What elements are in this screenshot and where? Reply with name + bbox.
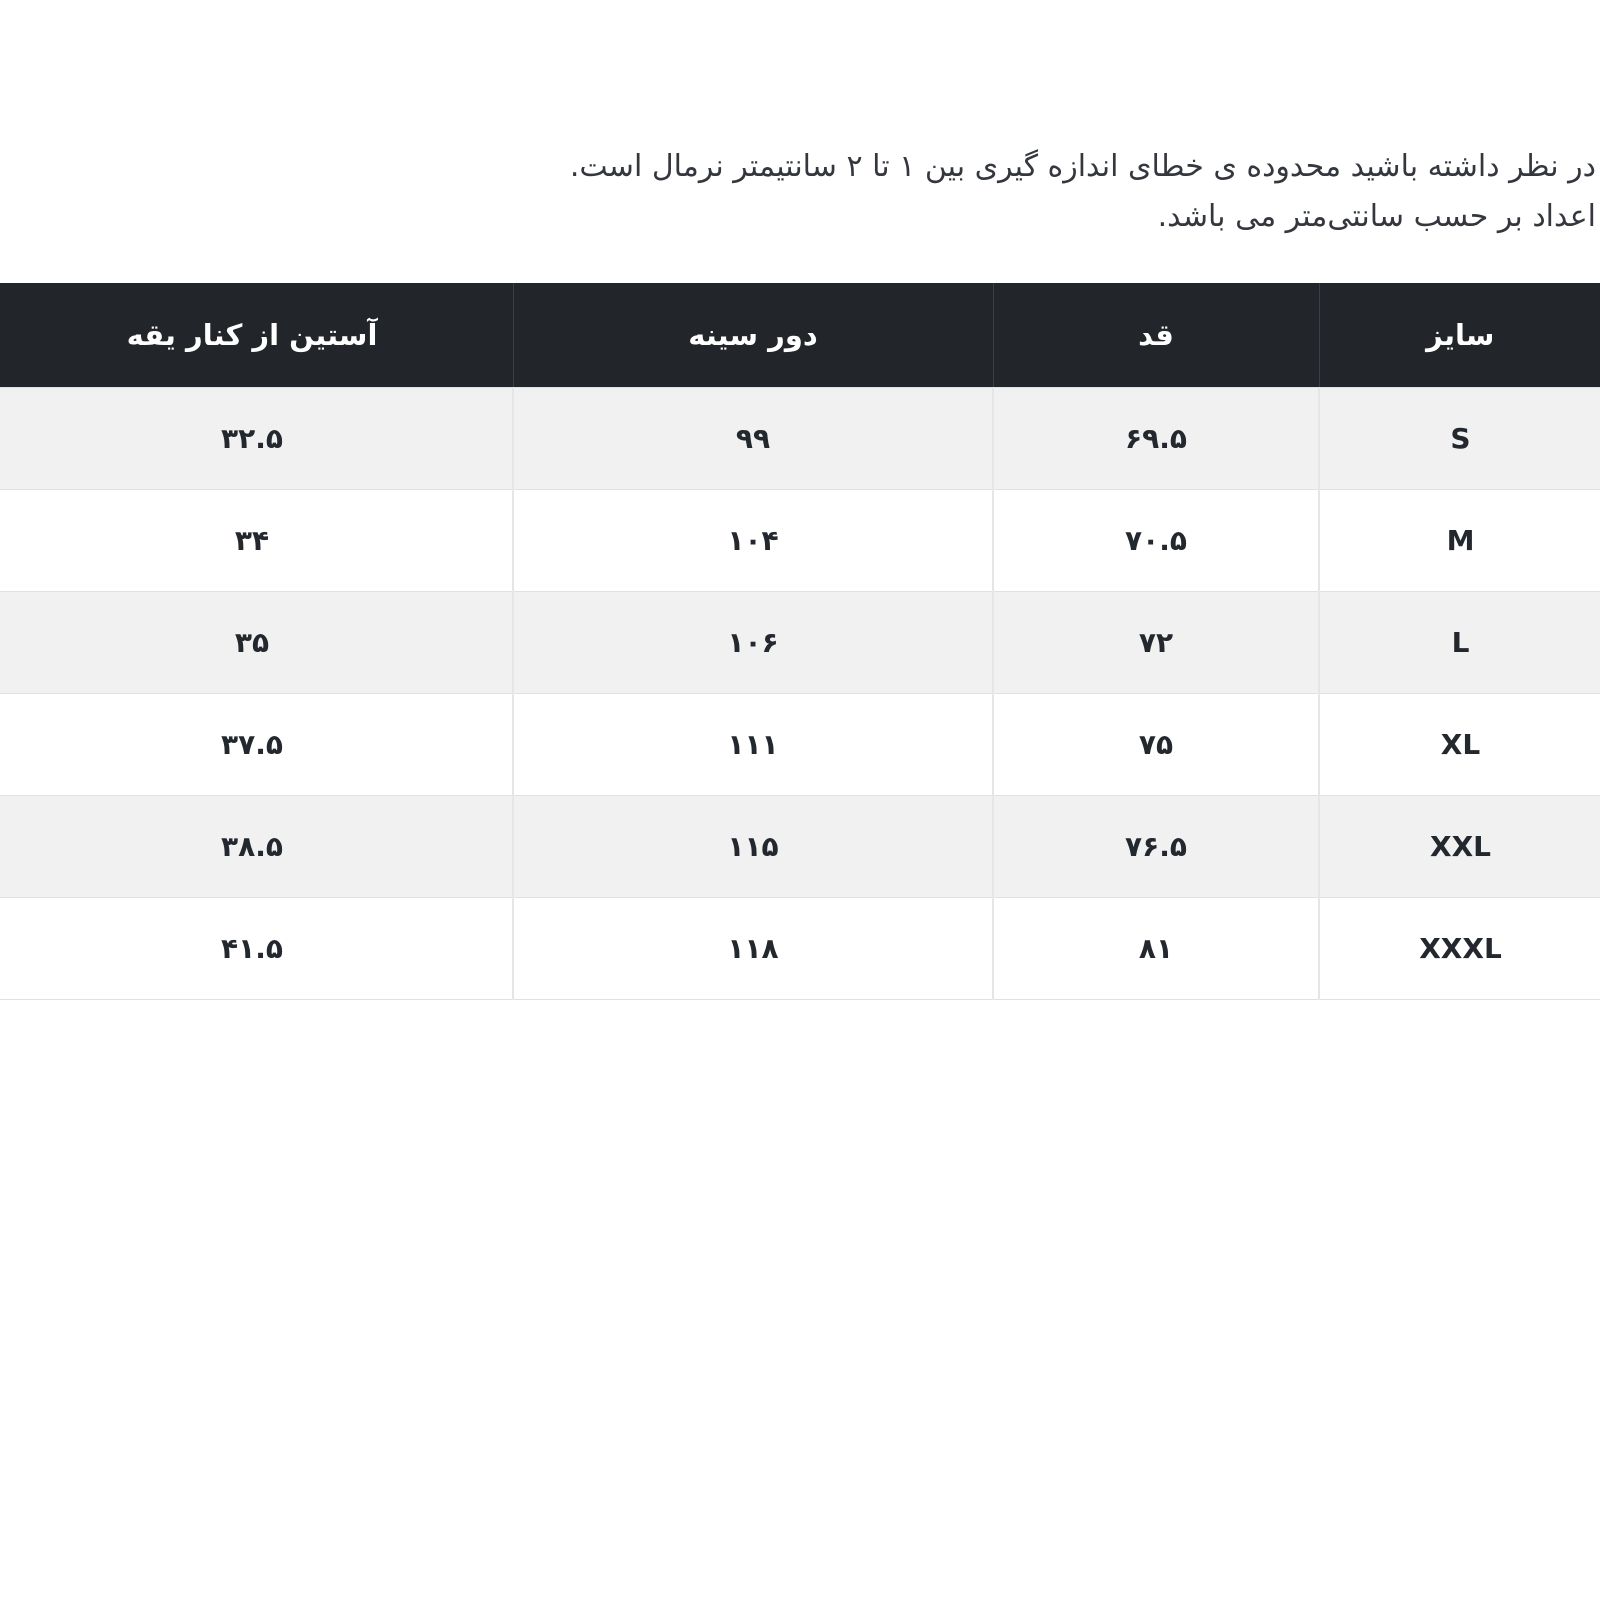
cell-size: XXXL [1319, 898, 1600, 1000]
cell-chest: ۱۱۱ [513, 694, 993, 796]
header-height: قد [993, 283, 1319, 388]
cell-chest: ۱۰۴ [513, 490, 993, 592]
cell-chest: ۹۹ [513, 388, 993, 490]
cell-sleeve: ۴۱.۵ [0, 898, 513, 1000]
cell-height: ۷۵ [993, 694, 1319, 796]
cell-height: ۷۶.۵ [993, 796, 1319, 898]
cell-size: S [1319, 388, 1600, 490]
cell-height: ۸۱ [993, 898, 1319, 1000]
header-size: سایز [1319, 283, 1600, 388]
cell-size: M [1319, 490, 1600, 592]
table-row [0, 388, 1600, 490]
table-row [0, 694, 1600, 796]
cell-size: XXL [1319, 796, 1600, 898]
cell-size: L [1319, 592, 1600, 694]
cell-height: ۷۲ [993, 592, 1319, 694]
table-header-row [0, 283, 1600, 388]
cell-chest: ۱۰۶ [513, 592, 993, 694]
measurement-notes [570, 142, 1596, 242]
header-sleeve: آستین از کنار یقه [0, 283, 513, 388]
header-chest: دور سینه [513, 283, 993, 388]
cell-sleeve: ۳۸.۵ [0, 796, 513, 898]
cell-size: XL [1319, 694, 1600, 796]
size-table [0, 283, 1600, 1000]
cell-sleeve: ۳۲.۵ [0, 388, 513, 490]
cell-height: ۷۰.۵ [993, 490, 1319, 592]
cell-chest: ۱۱۵ [513, 796, 993, 898]
table-row [0, 592, 1600, 694]
cell-chest: ۱۱۸ [513, 898, 993, 1000]
measurement-error-note: در نظر داشته باشید محدوده ی خطای اندازه گیری بین ۱ تا ۲ سانتیمتر نرمال است. [569, 149, 1596, 184]
table-row [0, 490, 1600, 592]
units-note: اعداد بر حسب سانتی‌متر می باشد. [1157, 199, 1596, 234]
table-row [0, 898, 1600, 1000]
cell-sleeve: ۳۵ [0, 592, 513, 694]
cell-sleeve: ۳۷.۵ [0, 694, 513, 796]
cell-sleeve: ۳۴ [0, 490, 513, 592]
table-row [0, 796, 1600, 898]
cell-height: ۶۹.۵ [993, 388, 1319, 490]
